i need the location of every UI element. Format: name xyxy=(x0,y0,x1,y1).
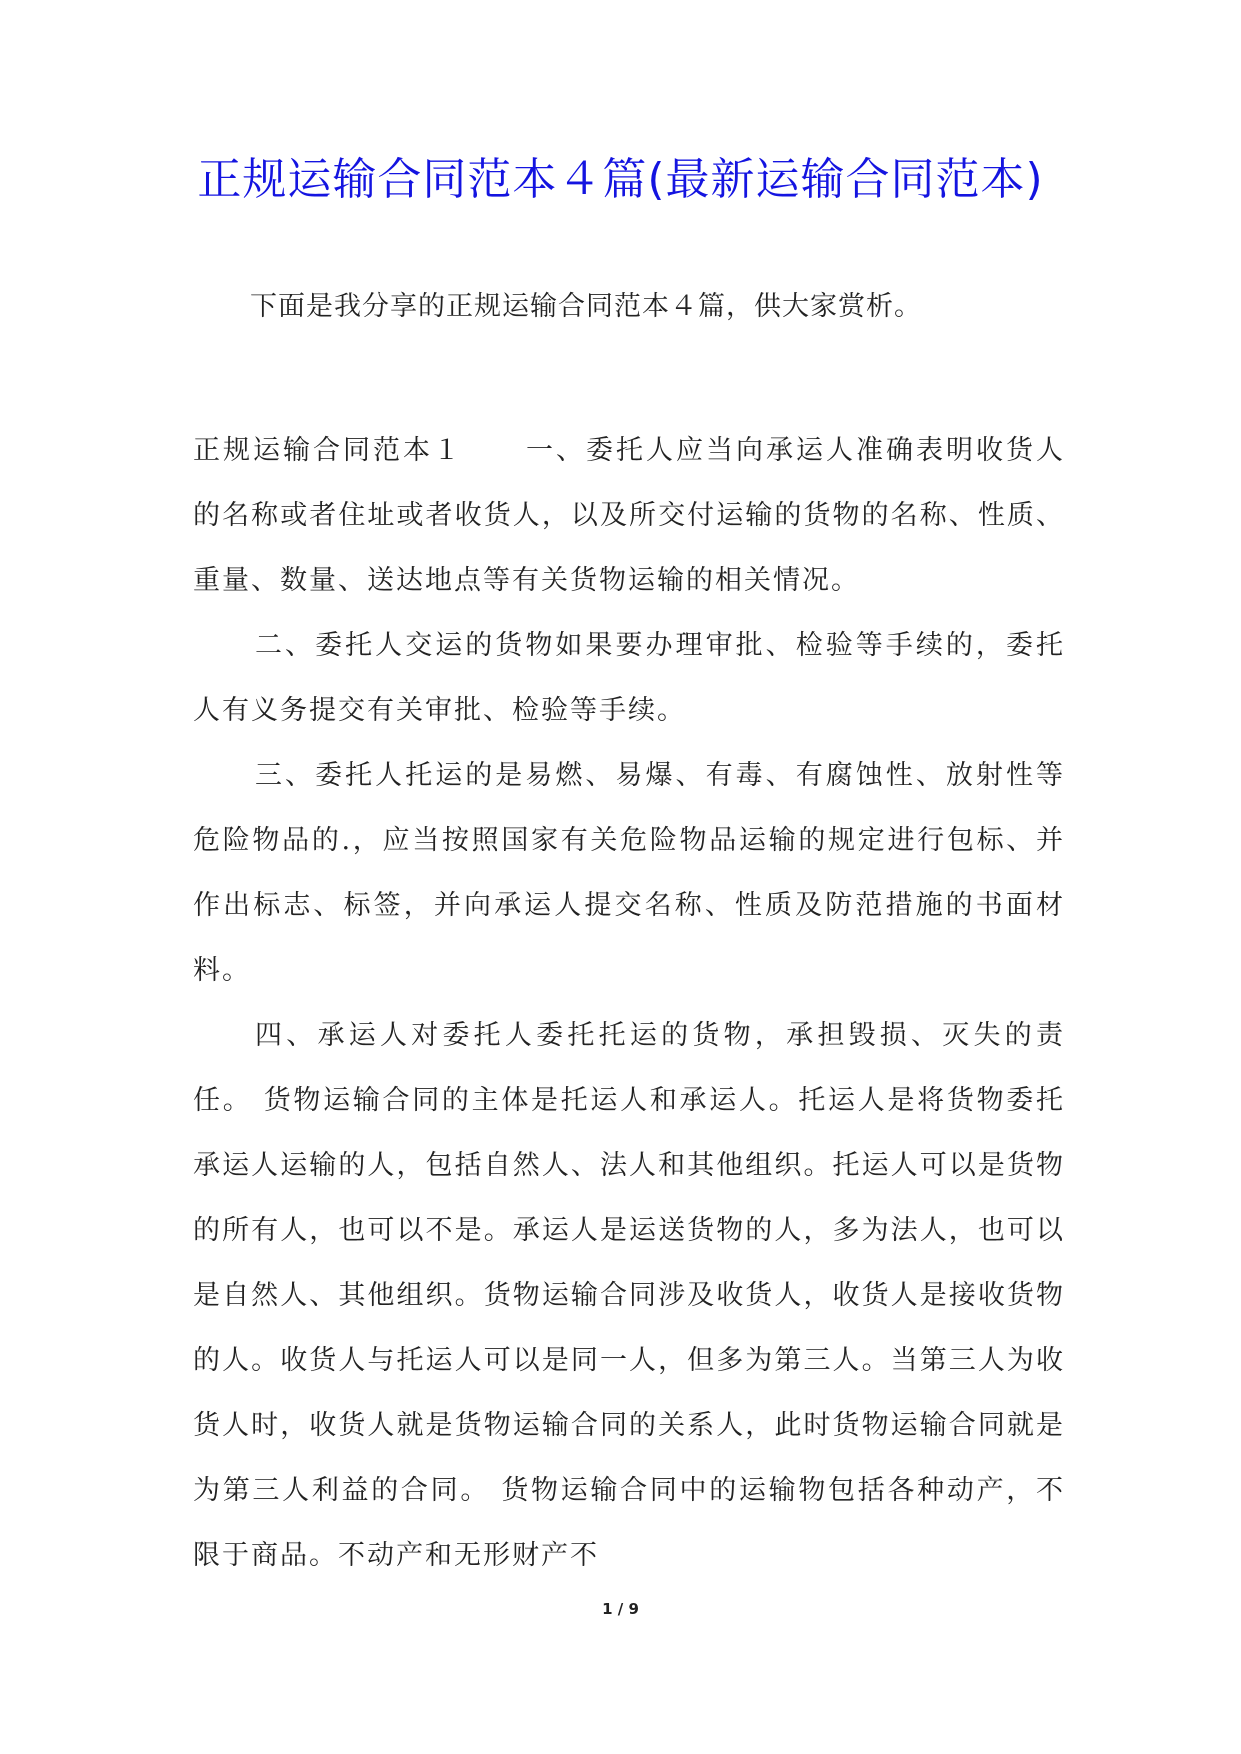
paragraph-3: 三、委托人托运的是易燃、易爆、有毒、有腐蚀性、放射性等危险物品的.，应当按照国家有关危险物品运输的规定进行包标、并作出标志、标签，并向承运人提交名称、性质及防范措施的书面材料。 xyxy=(193,760,1065,986)
section-heading: 正规运输合同范本１ xyxy=(193,435,463,466)
paragraph-4: 四、承运人对委托人委托托运的货物，承担毁损、灭失的责任。 货物运输合同的主体是托运人和承运人。托运人是将货物委托承运人运输的人，包括自然人、法人和其他组织。托运人可以是货物的所有人，也可以不是。承运人是运送货物的人，多为法人，也可以是自然人、其他组织。货物运输合同涉及收货人，收货人是接收货物的人。收货人与托运人可以是同一人，但多为第三人。当第三人为收货人时，收货人就是货物运输合同的关系人，此时货物运输合同就是为第三人利益的合同。 货物运输合同中的运输物包括各种动产，不限于商品。不动产和无形财产不 xyxy=(193,1020,1065,1571)
document-body xyxy=(193,418,1065,1588)
paragraph-2: 二、委托人交运的货物如果要办理审批、检验等手续的，委托人有义务提交有关审批、检验等手续。 xyxy=(193,630,1065,726)
document-title: 正规运输合同范本４篇(最新运输合同范本) xyxy=(197,154,1044,205)
intro-paragraph: 下面是我分享的正规运输合同范本４篇，供大家赏析。 xyxy=(250,291,922,322)
paragraph-1 xyxy=(193,418,1065,613)
page-number: 1 / 9 xyxy=(602,1600,639,1618)
paragraph-1-text: 一、委托人应当向承运人准确表明收货人的名称或者住址或者收货人，以及所交付运输的货物的名称、性质、重量、数量、送达地点等有关货物运输的相关情况。 xyxy=(193,435,1065,596)
